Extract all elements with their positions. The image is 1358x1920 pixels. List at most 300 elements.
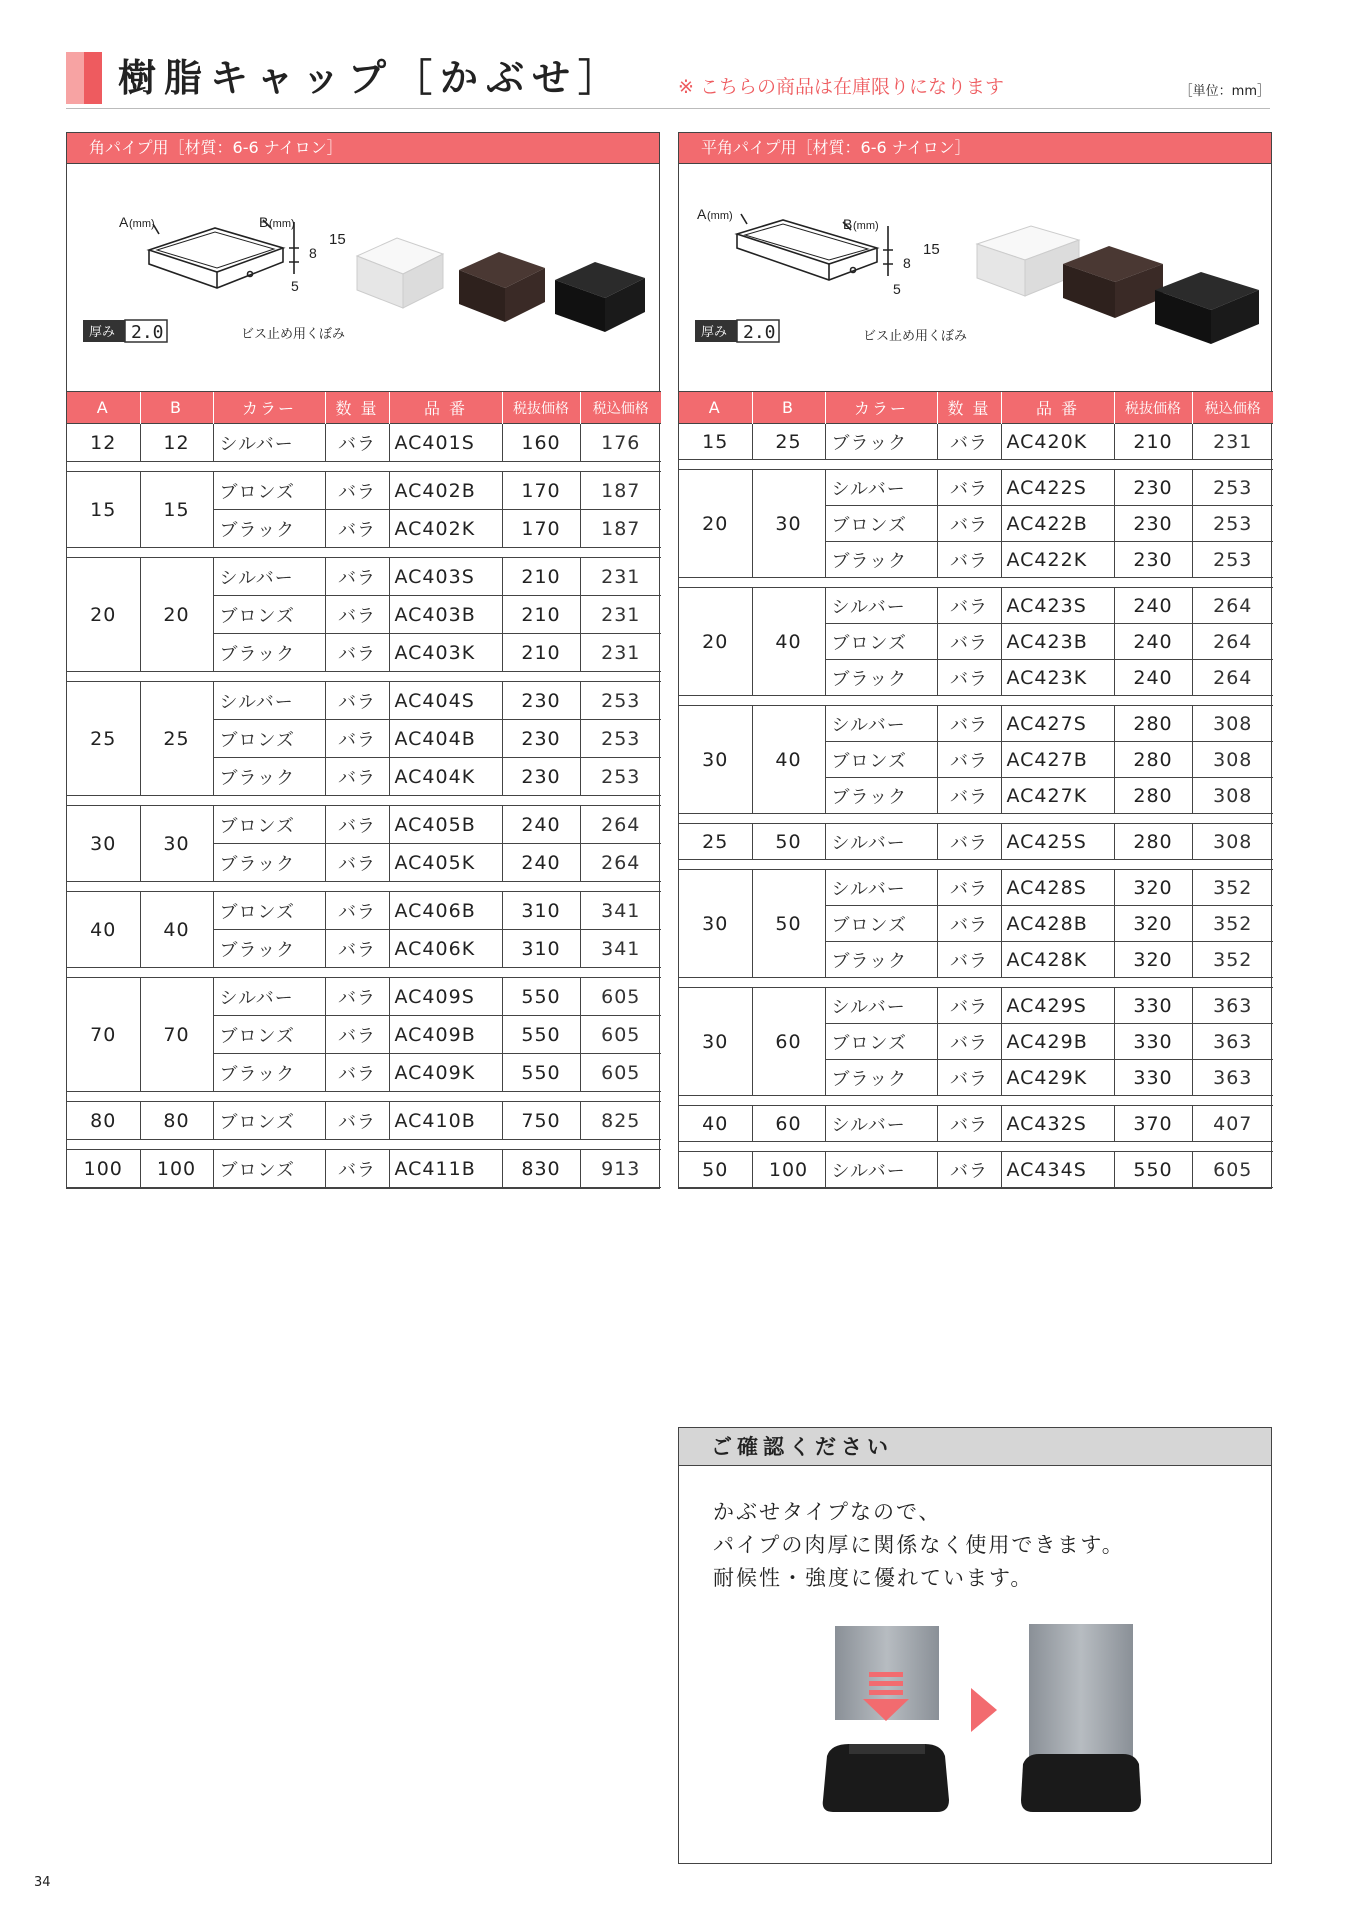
cell-price-ex: 210: [502, 596, 580, 634]
col-header-price-in: 税込価格: [580, 392, 661, 424]
cell-qty: バラ: [325, 1054, 389, 1092]
cell-price-ex: 230: [502, 682, 580, 720]
cell-price-in: 407: [1192, 1106, 1273, 1142]
cell-qty: バラ: [937, 706, 1001, 742]
cell-a: 100: [67, 1150, 140, 1188]
cell-price-in: 605: [580, 1016, 661, 1054]
cell-color: ブロンズ: [825, 506, 937, 542]
cell-price-in: 363: [1192, 988, 1273, 1024]
table-row: [67, 1102, 661, 1140]
group-separator: [67, 1092, 661, 1102]
dim-a-unit: (mm): [707, 210, 733, 222]
cell-price-ex: 240: [502, 806, 580, 844]
cell-code: AC401S: [389, 424, 502, 462]
table-row: [67, 1150, 661, 1188]
cell-qty: バラ: [325, 596, 389, 634]
separator-cell: [679, 1096, 1273, 1106]
cell-qty: バラ: [325, 930, 389, 968]
cell-color: ブラック: [825, 424, 937, 460]
cell-price-ex: 310: [502, 930, 580, 968]
cell-a: 30: [679, 706, 752, 814]
cell-price-ex: 210: [502, 634, 580, 672]
cell-price-in: 264: [580, 806, 661, 844]
cell-color: シルバー: [825, 1106, 937, 1142]
product-figure: [67, 163, 659, 391]
cell-color: ブロンズ: [213, 596, 325, 634]
cap-diagram: [67, 164, 661, 392]
cell-a: 20: [67, 558, 140, 672]
cell-color: ブロンズ: [213, 1102, 325, 1140]
cell-qty: バラ: [937, 588, 1001, 624]
cell-price-ex: 230: [1114, 470, 1192, 506]
table-row: [67, 682, 661, 720]
cell-b: 20: [140, 558, 213, 672]
cell-b: 60: [752, 988, 825, 1096]
dim-8: 8: [309, 245, 317, 261]
cell-qty: バラ: [937, 506, 1001, 542]
cell-price-in: 253: [580, 682, 661, 720]
cell-b: 70: [140, 978, 213, 1092]
cell-code: AC429S: [1001, 988, 1114, 1024]
cell-price-in: 363: [1192, 1060, 1273, 1096]
cell-price-ex: 230: [1114, 506, 1192, 542]
cell-qty: バラ: [937, 424, 1001, 460]
black-cap-photo: [555, 262, 645, 332]
cell-code: AC409S: [389, 978, 502, 1016]
cell-b: 100: [140, 1150, 213, 1188]
cell-price-in: 605: [580, 1054, 661, 1092]
cell-price-in: 253: [1192, 542, 1273, 578]
cell-code: AC434S: [1001, 1152, 1114, 1188]
separator-cell: [67, 796, 661, 806]
cell-qty: バラ: [937, 824, 1001, 860]
cell-a: 12: [67, 424, 140, 462]
black-cap-photo: [1155, 272, 1259, 344]
group-separator: [67, 796, 661, 806]
cell-price-in: 264: [1192, 624, 1273, 660]
cell-price-in: 253: [580, 720, 661, 758]
cell-a: 70: [67, 978, 140, 1092]
cell-price-in: 231: [580, 634, 661, 672]
cell-color: シルバー: [825, 824, 937, 860]
dim-b-unit: (mm): [853, 220, 879, 232]
dim-a-label: A: [119, 214, 129, 230]
table-row: [679, 988, 1273, 1024]
unit-note: ［単位：mm］: [1179, 84, 1270, 99]
cell-code: AC409K: [389, 1054, 502, 1092]
group-separator: [679, 460, 1273, 470]
cell-price-in: 253: [1192, 506, 1273, 542]
cell-price-in: 308: [1192, 778, 1273, 814]
separator-cell: [67, 672, 661, 682]
bronze-cap-photo: [459, 252, 545, 322]
col-header-b: B: [140, 392, 213, 424]
separator-cell: [67, 1140, 661, 1150]
cap-line-drawing: [149, 220, 299, 288]
dim-b-label: B: [259, 214, 269, 230]
cell-price-ex: 240: [1114, 660, 1192, 696]
cell-color: シルバー: [825, 470, 937, 506]
cell-code: AC423K: [1001, 660, 1114, 696]
group-separator: [679, 814, 1273, 824]
cell-qty: バラ: [325, 806, 389, 844]
cell-color: ブロンズ: [825, 1024, 937, 1060]
table-row: [679, 424, 1273, 460]
table-row: [679, 470, 1273, 506]
cell-color: ブロンズ: [213, 1016, 325, 1054]
cell-price-ex: 230: [1114, 542, 1192, 578]
screw-note: ビス止め用くぼみ: [863, 329, 968, 344]
cell-price-ex: 550: [502, 978, 580, 1016]
cell-color: シルバー: [213, 682, 325, 720]
cell-code: AC422B: [1001, 506, 1114, 542]
cell-b: 30: [752, 470, 825, 578]
cell-code: AC404B: [389, 720, 502, 758]
cell-b: 40: [752, 706, 825, 814]
cell-qty: バラ: [325, 1150, 389, 1188]
cell-price-ex: 750: [502, 1102, 580, 1140]
square-pipe-table: [67, 391, 661, 1188]
group-separator: [679, 578, 1273, 588]
col-header-code: 品 番: [389, 392, 502, 424]
cell-qty: バラ: [937, 542, 1001, 578]
group-separator: [67, 672, 661, 682]
cell-color: ブロンズ: [213, 1150, 325, 1188]
page-number: 34: [34, 1875, 51, 1890]
table-row: [679, 824, 1273, 860]
cell-code: AC422S: [1001, 470, 1114, 506]
cell-price-in: 605: [580, 978, 661, 1016]
cell-code: AC427B: [1001, 742, 1114, 778]
separator-cell: [679, 860, 1273, 870]
cell-price-ex: 240: [1114, 588, 1192, 624]
group-separator: [679, 978, 1273, 988]
separator-cell: [679, 578, 1273, 588]
group-separator: [67, 1140, 661, 1150]
dim-5: 5: [893, 281, 901, 297]
cell-color: ブラック: [213, 510, 325, 548]
confirm-line: 耐候性・強度に優れています。: [713, 1566, 1034, 1590]
separator-cell: [67, 882, 661, 892]
cell-price-ex: 280: [1114, 824, 1192, 860]
col-header-b: B: [752, 392, 825, 424]
cell-price-ex: 320: [1114, 870, 1192, 906]
cell-price-in: 341: [580, 892, 661, 930]
dim-15: 15: [923, 241, 940, 258]
cap-diagram: [679, 164, 1273, 392]
cell-price-in: 308: [1192, 824, 1273, 860]
cell-b: 100: [752, 1152, 825, 1188]
cell-qty: バラ: [325, 510, 389, 548]
cell-color: ブラック: [213, 844, 325, 882]
cell-price-ex: 550: [502, 1054, 580, 1092]
cell-price-ex: 280: [1114, 706, 1192, 742]
table-row: [67, 806, 661, 844]
cell-b: 25: [752, 424, 825, 460]
thickness-label: 厚み: [701, 325, 728, 340]
cell-code: AC432S: [1001, 1106, 1114, 1142]
cell-price-ex: 230: [502, 720, 580, 758]
cell-price-in: 264: [580, 844, 661, 882]
cell-price-in: 341: [580, 930, 661, 968]
separator-cell: [679, 460, 1273, 470]
flat-pipe-table: [679, 391, 1273, 1188]
dim-8: 8: [903, 255, 911, 271]
cell-qty: バラ: [937, 988, 1001, 1024]
confirm-line: かぶせタイプなので、: [713, 1500, 942, 1524]
cell-qty: バラ: [937, 1060, 1001, 1096]
col-header-price-in: 税込価格: [1192, 392, 1273, 424]
cell-color: シルバー: [825, 870, 937, 906]
cell-code: AC410B: [389, 1102, 502, 1140]
cell-code: AC403B: [389, 596, 502, 634]
cell-a: 15: [679, 424, 752, 460]
cell-price-ex: 320: [1114, 906, 1192, 942]
col-header-color: カラー: [213, 392, 325, 424]
cell-color: シルバー: [213, 978, 325, 1016]
cell-color: シルバー: [825, 706, 937, 742]
separator-cell: [67, 968, 661, 978]
cell-color: ブラック: [213, 1054, 325, 1092]
col-header-qty: 数 量: [937, 392, 1001, 424]
cell-qty: バラ: [937, 660, 1001, 696]
square-pipe-panel: [66, 132, 660, 1189]
table-row: [67, 424, 661, 462]
col-header-price-ex: 税抜価格: [1114, 392, 1192, 424]
group-separator: [679, 696, 1273, 706]
col-header-color: カラー: [825, 392, 937, 424]
confirm-line: パイプの肉厚に関係なく使用できます。: [713, 1533, 1125, 1557]
cell-qty: バラ: [937, 906, 1001, 942]
cell-code: AC423B: [1001, 624, 1114, 660]
cell-price-ex: 550: [1114, 1152, 1192, 1188]
cell-code: AC428S: [1001, 870, 1114, 906]
group-separator: [67, 462, 661, 472]
cell-price-in: 253: [580, 758, 661, 796]
cell-qty: バラ: [937, 1024, 1001, 1060]
white-cap-photo: [357, 238, 443, 308]
cell-price-in: 187: [580, 510, 661, 548]
thickness-label: 厚み: [89, 325, 116, 340]
cell-qty: バラ: [937, 942, 1001, 978]
cell-a: 40: [679, 1106, 752, 1142]
table-row: [679, 1106, 1273, 1142]
table-row: [679, 870, 1273, 906]
separator-cell: [67, 1092, 661, 1102]
cell-qty: バラ: [325, 558, 389, 596]
cell-color: ブラック: [825, 778, 937, 814]
thickness-value: 2.0: [131, 322, 164, 343]
table-row: [67, 892, 661, 930]
cell-price-in: 264: [1192, 588, 1273, 624]
group-separator: [679, 1096, 1273, 1106]
cell-price-ex: 370: [1114, 1106, 1192, 1142]
cell-color: ブラック: [825, 542, 937, 578]
table-header-row: [67, 392, 661, 424]
cell-a: 15: [67, 472, 140, 548]
cell-color: ブロンズ: [213, 720, 325, 758]
col-header-price-ex: 税抜価格: [502, 392, 580, 424]
cell-price-ex: 330: [1114, 1060, 1192, 1096]
cell-price-ex: 240: [502, 844, 580, 882]
table-row: [679, 706, 1273, 742]
cell-price-in: 231: [1192, 424, 1273, 460]
cell-price-ex: 170: [502, 472, 580, 510]
cell-code: AC429B: [1001, 1024, 1114, 1060]
cell-price-in: 825: [580, 1102, 661, 1140]
dim-a-unit: (mm): [129, 218, 155, 230]
cell-b: 80: [140, 1102, 213, 1140]
cell-qty: バラ: [937, 870, 1001, 906]
cell-code: AC428K: [1001, 942, 1114, 978]
cell-b: 40: [752, 588, 825, 696]
cell-price-in: 352: [1192, 870, 1273, 906]
cell-a: 25: [679, 824, 752, 860]
table-row: [67, 472, 661, 510]
cell-code: AC411B: [389, 1150, 502, 1188]
cell-color: ブロンズ: [213, 806, 325, 844]
cell-qty: バラ: [325, 472, 389, 510]
cell-qty: バラ: [325, 758, 389, 796]
cell-b: 25: [140, 682, 213, 796]
table-row: [679, 588, 1273, 624]
confirm-title: ご確認ください: [679, 1428, 1271, 1466]
cell-b: 12: [140, 424, 213, 462]
cell-b: 30: [140, 806, 213, 882]
page-title: 樹脂キャップ［かぶせ］: [118, 56, 625, 100]
group-separator: [679, 860, 1273, 870]
dim-b-label: B: [843, 216, 853, 232]
cell-qty: バラ: [325, 892, 389, 930]
cell-code: AC423S: [1001, 588, 1114, 624]
cell-b: 50: [752, 824, 825, 860]
cell-price-in: 264: [1192, 660, 1273, 696]
separator-cell: [679, 814, 1273, 824]
cell-code: AC404S: [389, 682, 502, 720]
stock-note: ※ こちらの商品は在庫限りになります: [678, 76, 1004, 98]
cell-price-ex: 320: [1114, 942, 1192, 978]
cell-qty: バラ: [325, 720, 389, 758]
cell-color: ブラック: [825, 1060, 937, 1096]
cell-price-in: 187: [580, 472, 661, 510]
cell-qty: バラ: [325, 682, 389, 720]
cap-after: [1021, 1754, 1141, 1812]
cell-price-in: 253: [1192, 470, 1273, 506]
cell-code: AC404K: [389, 758, 502, 796]
group-separator: [67, 968, 661, 978]
cell-code: AC403S: [389, 558, 502, 596]
usage-illustration: [679, 1428, 1273, 1865]
cell-qty: バラ: [937, 778, 1001, 814]
cell-price-ex: 310: [502, 892, 580, 930]
cell-a: 20: [679, 588, 752, 696]
cell-color: ブロンズ: [825, 742, 937, 778]
cell-qty: バラ: [937, 1152, 1001, 1188]
cell-price-ex: 210: [1114, 424, 1192, 460]
cell-b: 40: [140, 892, 213, 968]
screw-note: ビス止め用くぼみ: [241, 327, 346, 342]
cell-qty: バラ: [937, 470, 1001, 506]
cell-color: ブロンズ: [213, 892, 325, 930]
group-separator: [67, 548, 661, 558]
col-header-a: A: [679, 392, 752, 424]
cap-before: [823, 1744, 949, 1812]
cell-code: AC405B: [389, 806, 502, 844]
cell-qty: バラ: [937, 742, 1001, 778]
cell-a: 20: [679, 470, 752, 578]
cell-qty: バラ: [325, 424, 389, 462]
cell-a: 30: [679, 988, 752, 1096]
pipe-after: [1029, 1624, 1133, 1770]
panel-title: 平角パイプ用［材質：6-6 ナイロン］: [679, 133, 1271, 163]
col-header-a: A: [67, 392, 140, 424]
cell-b: 15: [140, 472, 213, 548]
cell-price-ex: 550: [502, 1016, 580, 1054]
separator-cell: [67, 462, 661, 472]
cell-color: ブラック: [213, 930, 325, 968]
product-figure: [679, 163, 1271, 391]
table-row: [67, 558, 661, 596]
cell-color: シルバー: [825, 588, 937, 624]
cell-color: ブラック: [213, 758, 325, 796]
cell-price-in: 231: [580, 596, 661, 634]
title-accent-bar-light: [66, 52, 84, 104]
cell-color: ブラック: [825, 660, 937, 696]
separator-cell: [679, 978, 1273, 988]
cell-color: シルバー: [213, 424, 325, 462]
cell-code: AC425S: [1001, 824, 1114, 860]
cell-price-ex: 330: [1114, 988, 1192, 1024]
cell-qty: バラ: [325, 844, 389, 882]
cell-code: AC409B: [389, 1016, 502, 1054]
group-separator: [67, 882, 661, 892]
separator-cell: [679, 696, 1273, 706]
cell-code: AC405K: [389, 844, 502, 882]
header-divider: [66, 108, 1270, 109]
cell-color: シルバー: [213, 558, 325, 596]
cell-qty: バラ: [937, 624, 1001, 660]
col-header-qty: 数 量: [325, 392, 389, 424]
dim-15: 15: [329, 231, 346, 248]
cell-a: 80: [67, 1102, 140, 1140]
title-accent-bar-dark: [84, 52, 102, 104]
col-header-code: 品 番: [1001, 392, 1114, 424]
cell-color: ブラック: [825, 942, 937, 978]
cell-price-ex: 230: [502, 758, 580, 796]
cell-price-in: 913: [580, 1150, 661, 1188]
cell-color: ブロンズ: [213, 472, 325, 510]
cell-price-ex: 280: [1114, 742, 1192, 778]
cell-a: 25: [67, 682, 140, 796]
cell-qty: バラ: [325, 634, 389, 672]
cell-a: 30: [67, 806, 140, 882]
table-header-row: [679, 392, 1273, 424]
cell-code: AC427S: [1001, 706, 1114, 742]
cell-code: AC406B: [389, 892, 502, 930]
cell-qty: バラ: [937, 1106, 1001, 1142]
confirm-box: [678, 1427, 1272, 1864]
dim-a-label: A: [697, 206, 707, 222]
cell-b: 60: [752, 1106, 825, 1142]
cell-color: シルバー: [825, 1152, 937, 1188]
cell-price-in: 231: [580, 558, 661, 596]
cell-price-in: 308: [1192, 706, 1273, 742]
cell-price-in: 605: [1192, 1152, 1273, 1188]
cell-code: AC428B: [1001, 906, 1114, 942]
cell-qty: バラ: [325, 1102, 389, 1140]
table-row: [67, 978, 661, 1016]
separator-cell: [67, 548, 661, 558]
